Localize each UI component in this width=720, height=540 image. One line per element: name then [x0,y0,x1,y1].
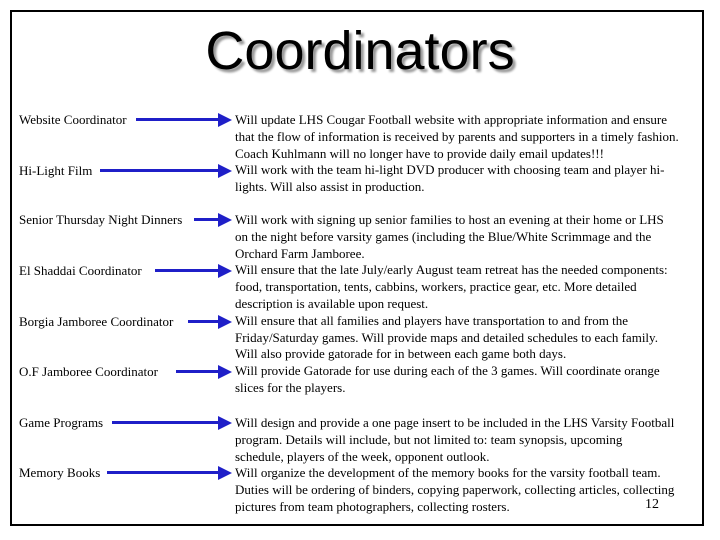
description-line: Will ensure that the late July/early August team retreat has the needed components: [235,262,668,278]
label-of-jamboree-coordinator: O.F Jamboree Coordinator [19,364,159,379]
description-block-website-hilight [235,112,713,196]
page-number: 12 [645,497,659,512]
arrow-right-icon [194,213,232,227]
label-memory-books: Memory Books [19,465,101,480]
description-line: slices for the players. [235,379,346,395]
description-line: on the night before varsity games (including the Blue/White Scrimmage and the [235,228,652,244]
label-game-programs: Game Programs [19,415,104,430]
description-line: Will organize the development of the memory books for the varsity football team. [235,465,661,481]
description-line: Will design and provide a one page insert to be included in the LHS Varsity Football [235,415,675,430]
arrow-right-icon [176,365,232,379]
description-block-events [235,212,713,397]
arrow-right-icon [188,315,232,329]
description-line: Will work with signing up senior families to host an evening at their home or LHS [235,212,664,227]
description-line: Orchard Farm Jamboree. [235,245,365,261]
description-block-programs-books [235,415,713,516]
label-senior-thursday-night-dinners: Senior Thursday Night Dinners [19,212,183,227]
label-el-shaddai-coordinator: El Shaddai Coordinator [19,263,142,278]
description-line: Duties will be ordering of binders, copying paperwork, collecting articles, collecting [235,482,675,498]
slide-title: Coordinators [205,21,515,81]
label-hi-light-film: Hi-Light Film [19,163,93,178]
description-line: food, transportation, tents, cabbins, workers, practice gear, etc. More detailed [235,279,637,295]
description-line: that the flow of information is received by parents and supporters in a timely fashion. [235,128,679,144]
description-line: description is available upon request. [235,295,429,311]
description-line: pictures from team photographers, collecting rosters. [235,498,510,514]
arrow-right-icon [100,164,232,178]
description-line: lights. Will also assist in production. [235,179,425,195]
description-line: Friday/Saturday games. Will provide maps and detailed schedules to each family. [235,329,658,345]
arrow-right-icon [112,416,232,430]
arrow-right-icon [155,264,232,278]
description-line: Coach Kuhlmann will no longer have to provide daily email updates!!! [235,145,604,161]
description-line: program. Details will include, but not limited to: team synopsis, upcoming [235,431,623,447]
label-borgia-jamboree-coordinator: Borgia Jamboree Coordinator [19,314,174,329]
description-line: Will work with the team hi-light DVD producer with choosing team and player hi- [235,162,665,178]
description-line: schedule, players of the week, opponent outlook. [235,448,490,464]
description-line: Will also provide gatorade for in between each game both days. [235,346,567,362]
arrow-right-icon [107,466,232,480]
label-website-coordinator: Website Coordinator [19,112,127,127]
description-line: Will provide Gatorade for use during each of the 3 games. Will coordinate orange [235,363,660,379]
description-line: Will ensure that all families and players have transportation to and from the [235,312,628,328]
description-line: Will update LHS Cougar Football website with appropriate information and ensure [235,112,667,127]
arrow-right-icon [136,113,232,127]
